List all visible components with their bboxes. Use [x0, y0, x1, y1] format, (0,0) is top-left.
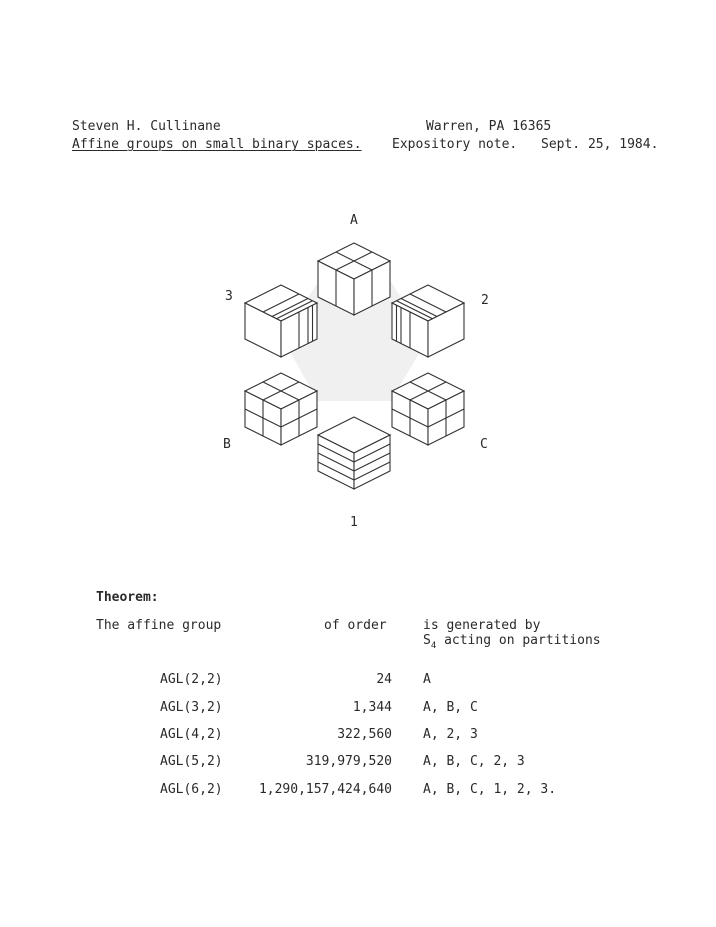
symmetric-group-symbol: S	[423, 633, 431, 648]
table-row	[0, 672, 716, 690]
document-date: Sept. 25, 1984.	[541, 137, 659, 152]
group-name: AGL(2,2)	[160, 672, 223, 687]
group-name: AGL(5,2)	[160, 754, 223, 769]
table-row	[0, 700, 716, 718]
label-c: C	[480, 437, 488, 452]
table-row	[0, 727, 716, 745]
theorem-heading: Theorem:	[96, 590, 159, 605]
label-2: 2	[481, 293, 489, 308]
partitions-text: acting on partitions	[436, 633, 601, 648]
label-a: A	[350, 213, 358, 228]
label-3: 3	[225, 289, 233, 304]
group-order: 322,560	[337, 727, 392, 742]
label-b: B	[223, 437, 231, 452]
col-header-group: The affine group	[96, 618, 222, 633]
group-order: 24	[376, 672, 392, 687]
group-order: 1,344	[352, 700, 392, 715]
group-generators: A	[423, 672, 431, 687]
note-type: Expository note.	[392, 137, 518, 152]
group-generators: A, B, C, 1, 2, 3.	[423, 782, 557, 797]
label-1: 1	[350, 515, 358, 530]
col-header-generators: is generated by	[423, 618, 541, 633]
table-row	[0, 782, 716, 800]
author-name: Steven H. Cullinane	[72, 119, 221, 134]
group-name: AGL(4,2)	[160, 727, 223, 742]
hexagram-cube-figure	[205, 205, 505, 545]
symmetric-group-subscript: 4	[430, 641, 437, 651]
col-header-generators-line2	[423, 633, 601, 651]
group-order: 319,979,520	[305, 754, 392, 769]
document-title: Affine groups on small binary spaces.	[72, 137, 362, 152]
col-header-order: of order	[324, 618, 387, 633]
group-generators: A, B, C	[423, 700, 478, 715]
group-name: AGL(6,2)	[160, 782, 223, 797]
group-order: 1,290,157,424,640	[258, 782, 392, 797]
group-generators: A, 2, 3	[423, 727, 478, 742]
group-generators: A, B, C, 2, 3	[423, 754, 525, 769]
table-row	[0, 754, 716, 772]
author-location: Warren, PA 16365	[426, 119, 552, 134]
group-name: AGL(3,2)	[160, 700, 223, 715]
